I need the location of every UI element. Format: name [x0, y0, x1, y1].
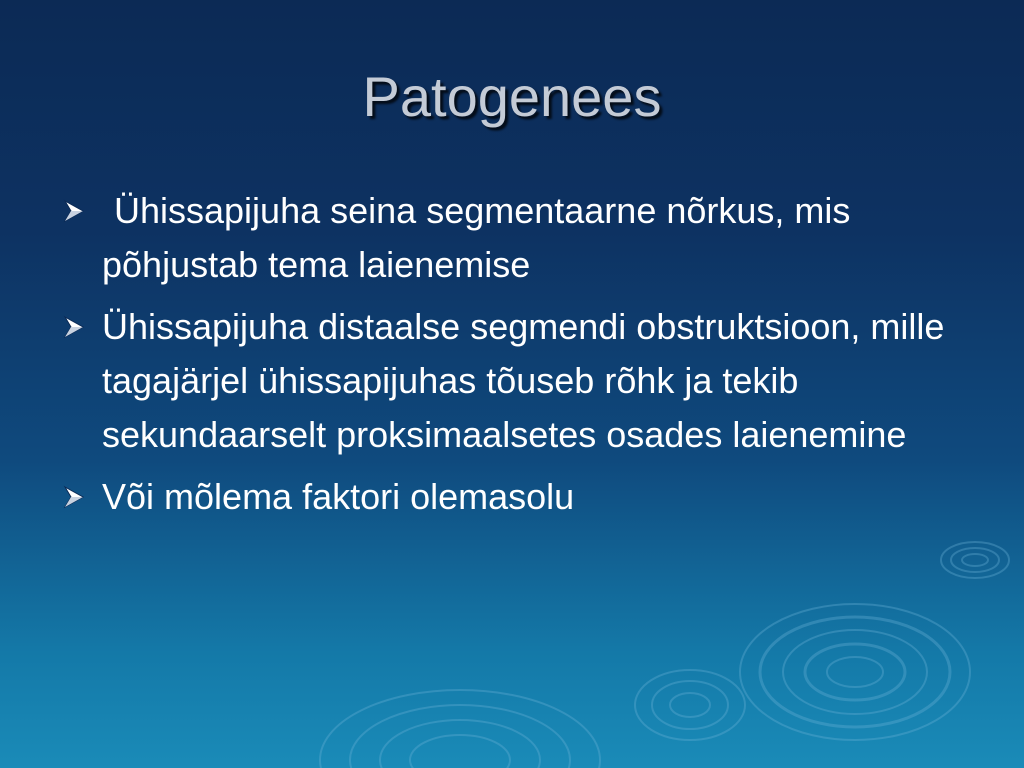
slide-title: Patogenees [362, 65, 662, 128]
bullet-item [62, 184, 982, 292]
bullet-text: Või mõlema faktori olemasolu [102, 476, 575, 517]
arrow-bullet-icon [62, 484, 88, 510]
arrow-bullet-icon [62, 314, 88, 340]
bullet-text: Ühissapijuha distaalse segmendi obstruktsioon, mille tagajärjel ühissapijuhas tõuseb rõhk ja tekib sekundaarselt proksimaalsetes osades laienemine [102, 306, 945, 455]
bullet-item [62, 470, 982, 524]
bullet-list [62, 184, 982, 532]
bullet-item [62, 300, 982, 462]
bullet-text: Ühissapijuha seina segmentaarne nõrkus, mis põhjustab tema laienemise [102, 190, 851, 285]
arrow-bullet-icon [62, 198, 88, 224]
